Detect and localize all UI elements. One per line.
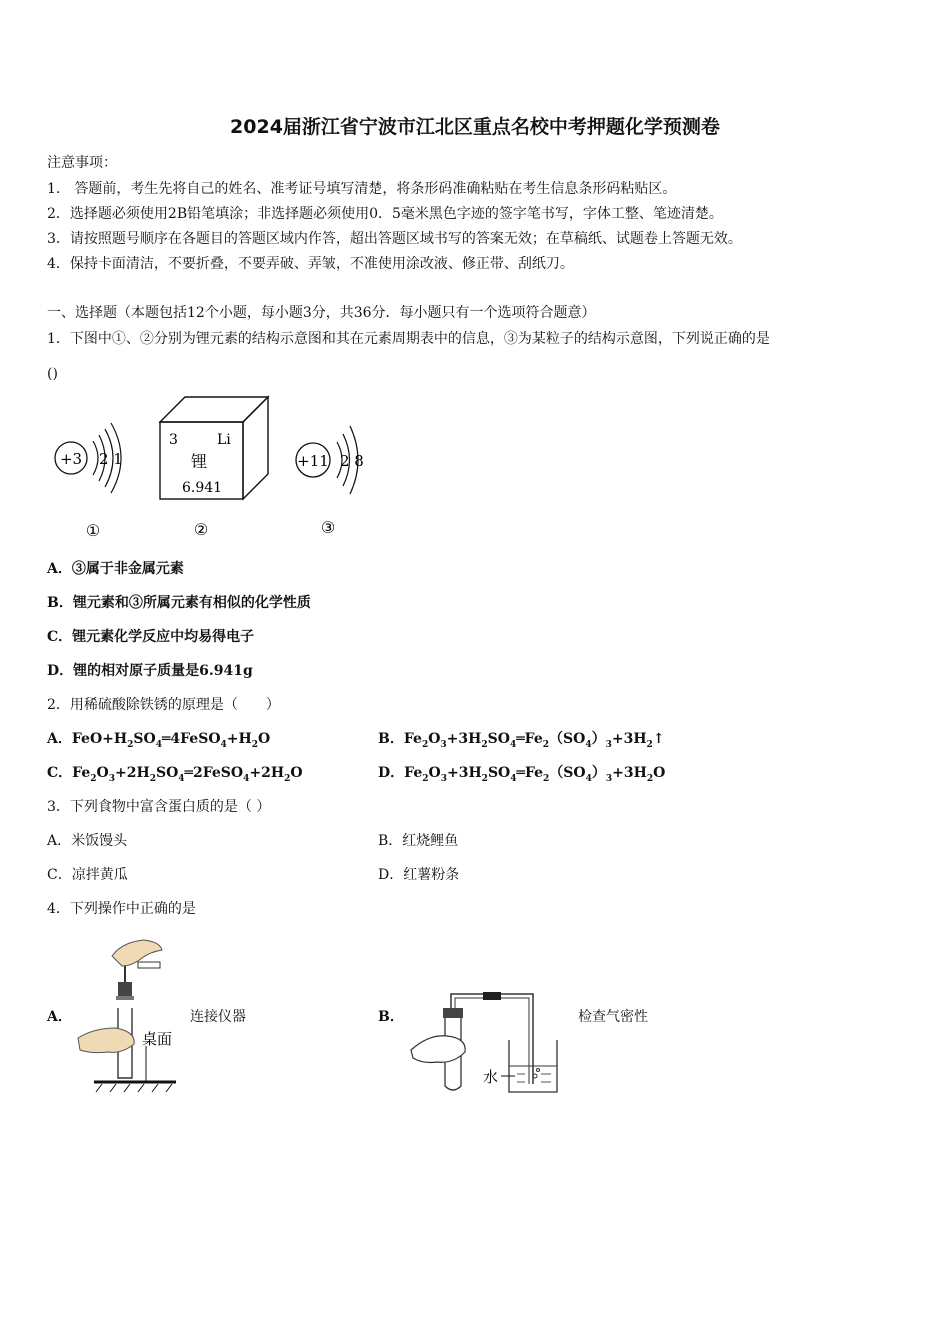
q1-option-a: A．③属于非金属元素 (47, 561, 184, 577)
fig3-nucleus: +11 (297, 452, 329, 470)
q3-option-b: B．红烧鲤鱼 (378, 833, 459, 849)
fig3-shells: 2 8 (340, 452, 364, 470)
lithium-atom-diagram (45, 408, 145, 538)
q1-option-b: B．锂元素和③所属元素有相似的化学性质 (47, 595, 311, 611)
fig3-caption: ③ (320, 518, 336, 537)
q2-stem: 2．用稀硫酸除铁锈的原理是（ ） (47, 697, 280, 713)
fig2-number: 3 (169, 432, 178, 448)
fig1-shells: 2 1 (99, 450, 123, 468)
q3-option-d: D．红薯粉条 (378, 867, 460, 883)
q4-option-a-label: A． (47, 1009, 72, 1025)
q2-option-c: C．$Fe_2O_3+2H_2SO_4═2FeSO_4+2H_2O$ (47, 765, 303, 784)
q4-option-a-text: 连接仪器 (190, 1009, 246, 1025)
q4-stem: 4．下列操作中正确的是 (47, 901, 196, 917)
notice-item-4: 4．保持卡面清洁，不要折叠，不要弄破、弄皱，不准使用涂改液、修正带、刮纸刀。 (47, 256, 574, 272)
q3-option-a: A．米饭馒头 (47, 833, 128, 849)
table-label: 桌面 (142, 1030, 173, 1048)
notice-item-1: 1. 答题前，考生先将自己的姓名、准考证号填写清楚，将条形码准确粘贴在考生信息条形码粘贴区。 (47, 181, 677, 197)
fig1-nucleus: +3 (59, 450, 83, 468)
q1-option-c: C．锂元素化学反应中均易得电子 (47, 629, 255, 645)
fig1-caption: ① (85, 521, 101, 538)
notice-item-3: 3．请按照题号顺序在各题目的答题区域内作答，超出答题区域书写的答案无效；在草稿纸、试题卷上答题无效。 (47, 231, 742, 247)
q4-option-b-text: 检查气密性 (578, 1009, 648, 1025)
page-title: 2024届浙江省宁波市江北区重点名校中考押题化学预测卷 (230, 116, 720, 138)
airtightness-check-figure (405, 984, 565, 1096)
q4-option-b-label: B． (378, 1009, 404, 1025)
q2-option-d: D．$Fe_2O_3+3H_2SO_4═Fe_2(SO_4)_3+3H_2O$ (378, 765, 666, 784)
q2-option-a: A．$FeO+H_2SO_4═4FeSO_4+H_2O$ (47, 731, 271, 750)
fig2-caption: ② (193, 520, 209, 539)
fig2-name: 锂 (191, 452, 208, 471)
notice-item-2: 2．选择题必须使用2B铅笔填涂；非选择题必须使用0．5毫米黑色字迹的签字笔书写，字体工整、笔迹清楚。 (47, 206, 723, 222)
particle-structure-diagram (290, 408, 390, 538)
q3-option-c: C．凉拌黄瓜 (47, 867, 128, 883)
connect-apparatus-figure (72, 936, 182, 1096)
notice-heading: 注意事项： (47, 155, 117, 171)
q2-option-b: B．$Fe_2O_3+3H_2SO_4═Fe_2(SO_4)_3+3H_2↑$ (378, 731, 665, 750)
fig2-symbol: Li (217, 432, 231, 448)
q3-stem: 3．下列食物中富含蛋白质的是（ ） (47, 799, 271, 815)
q1-paren: () (47, 366, 58, 382)
section-heading: 一、选择题（本题包括12个小题，每小题3分，共36分．每小题只有一个选项符合题意） (47, 305, 596, 321)
fig2-mass: 6.941 (182, 480, 223, 496)
lithium-periodic-cell (155, 392, 275, 540)
q1-option-d: D．锂的相对原子质量是6.941g (47, 663, 253, 679)
q1-stem: 1．下图中①、②分别为锂元素的结构示意图和其在元素周期表中的信息，③为某粒子的结构示意图，下列说正确的是 (47, 331, 770, 347)
water-label: 水 (483, 1068, 499, 1086)
